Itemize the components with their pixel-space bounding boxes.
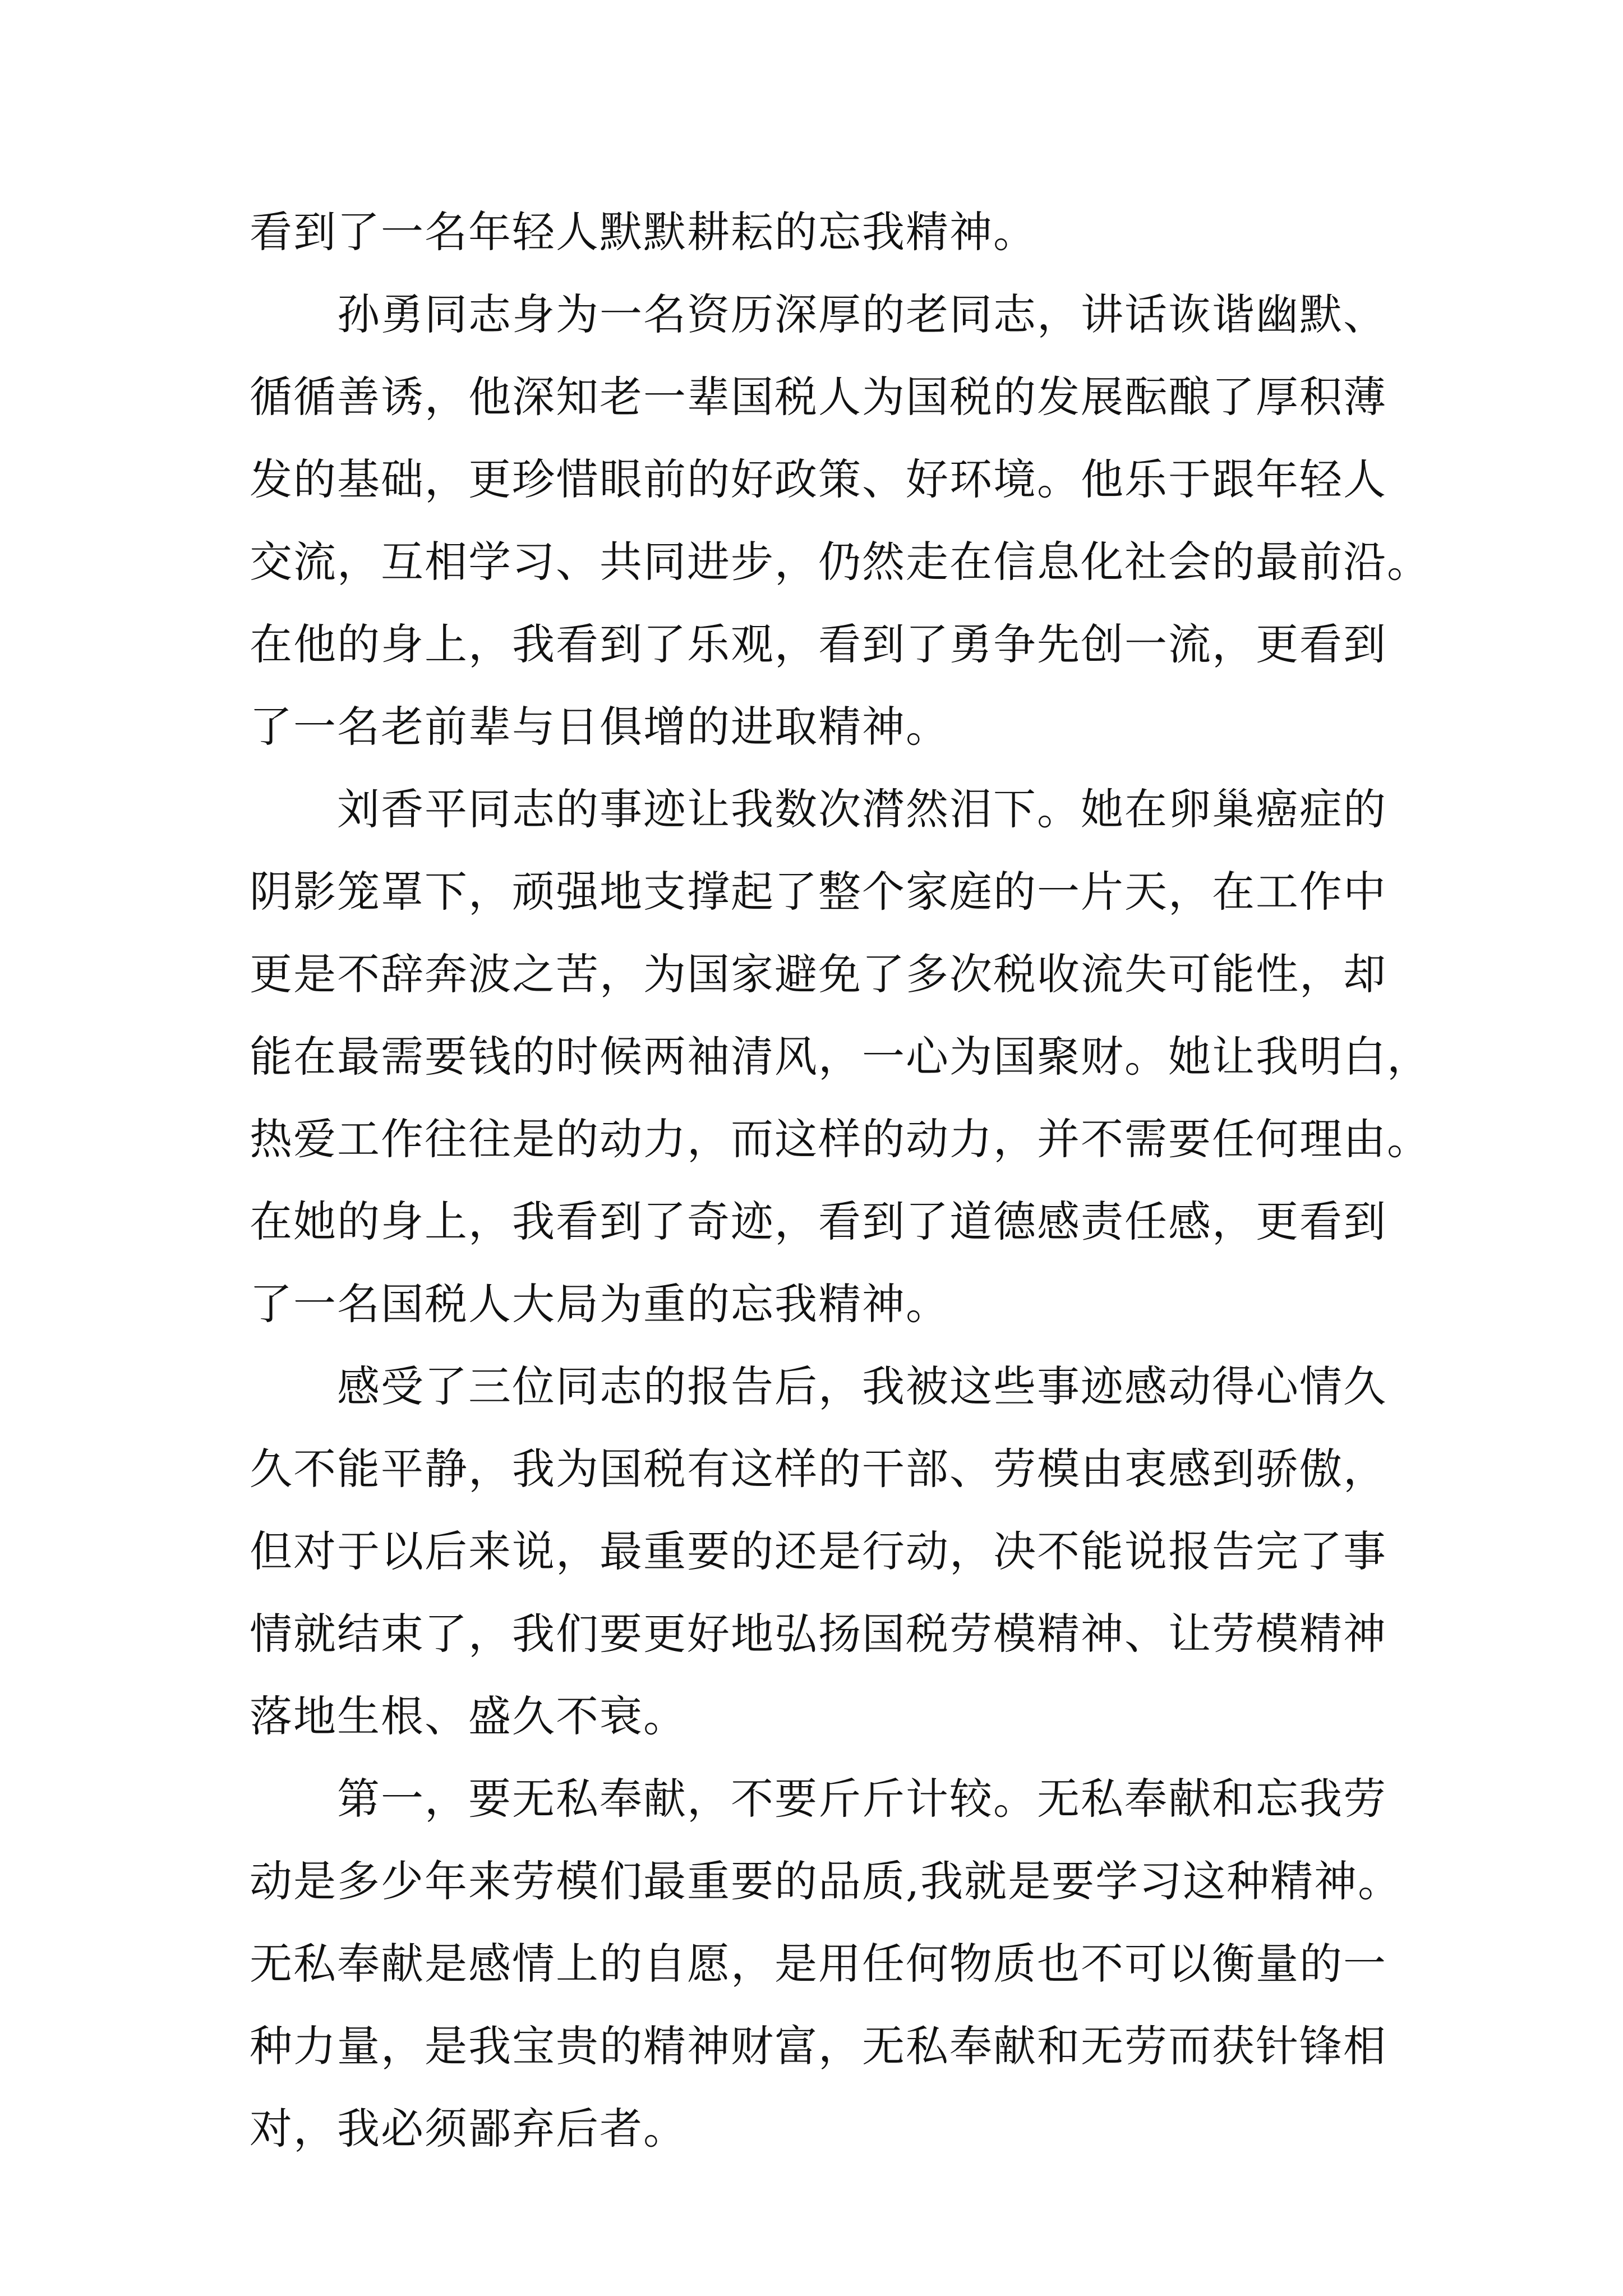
text-line: 无私奉献是感情上的自愿，是用任何物质也不可以衡量的一 (250, 1939, 1387, 1989)
text-line: 刘香平同志的事迹让我数次潸然泪下。她在卵巢癌症的 (337, 784, 1387, 834)
text-line: 孙勇同志身为一名资历深厚的老同志，讲话诙谐幽默、 (337, 289, 1387, 339)
text-line: 了一名国税人大局为重的忘我精神。 (250, 1279, 949, 1329)
text-line: 了一名老前辈与日俱增的进取精神。 (250, 702, 949, 752)
text-line: 交流，互相学习、共同进步，仍然走在信息化社会的最前沿。 (250, 537, 1431, 587)
text-line: 在他的身上，我看到了乐观，看到了勇争先创一流，更看到 (250, 619, 1387, 669)
text-line: 看到了一名年轻人默默耕耘的忘我精神。 (250, 207, 1037, 257)
text-line: 落地生根、盛久不衰。 (250, 1691, 687, 1741)
text-line: 但对于以后来说，最重要的还是行动，决不能说报告完了事 (250, 1526, 1387, 1576)
text-line: 循循善诱，他深知老一辈国税人为国税的发展酝酿了厚积薄 (250, 372, 1387, 422)
text-line: 阴影笼罩下，顽强地支撑起了整个家庭的一片天，在工作中 (250, 867, 1387, 917)
text-line: 情就结束了，我们要更好地弘扬国税劳模精神、让劳模精神 (250, 1609, 1387, 1659)
text-line: 能在最需要钱的时候两袖清风，一心为国聚财。她让我明白， (250, 1032, 1431, 1082)
text-line: 发的基础，更珍惜眼前的好政策、好环境。他乐于跟年轻人 (250, 454, 1387, 504)
document-body (250, 191, 1431, 2170)
text-line: 感受了三位同志的报告后，我被这些事迹感动得心情久 (337, 1361, 1387, 1411)
text-line: 对，我必须鄙弃后者。 (250, 2104, 687, 2154)
text-line: 在她的身上，我看到了奇迹，看到了道德感责任感，更看到 (250, 1197, 1387, 1246)
text-line: 更是不辞奔波之苦，为国家避免了多次税收流失可能性，却 (250, 949, 1387, 999)
text-line: 种力量，是我宝贵的精神财富，无私奉献和无劳而获针锋相 (250, 2021, 1387, 2071)
text-line: 第一，要无私奉献，不要斤斤计较。无私奉献和忘我劳 (337, 1774, 1387, 1824)
text-line: 久不能平静，我为国税有这样的干部、劳模由衷感到骄傲， (250, 1444, 1387, 1494)
text-line: 热爱工作往往是的动力，而这样的动力，并不需要任何理由。 (250, 1114, 1431, 1164)
text-line: 动是多少年来劳模们最重要的品质,我就是要学习这种精神。 (250, 1856, 1402, 1906)
